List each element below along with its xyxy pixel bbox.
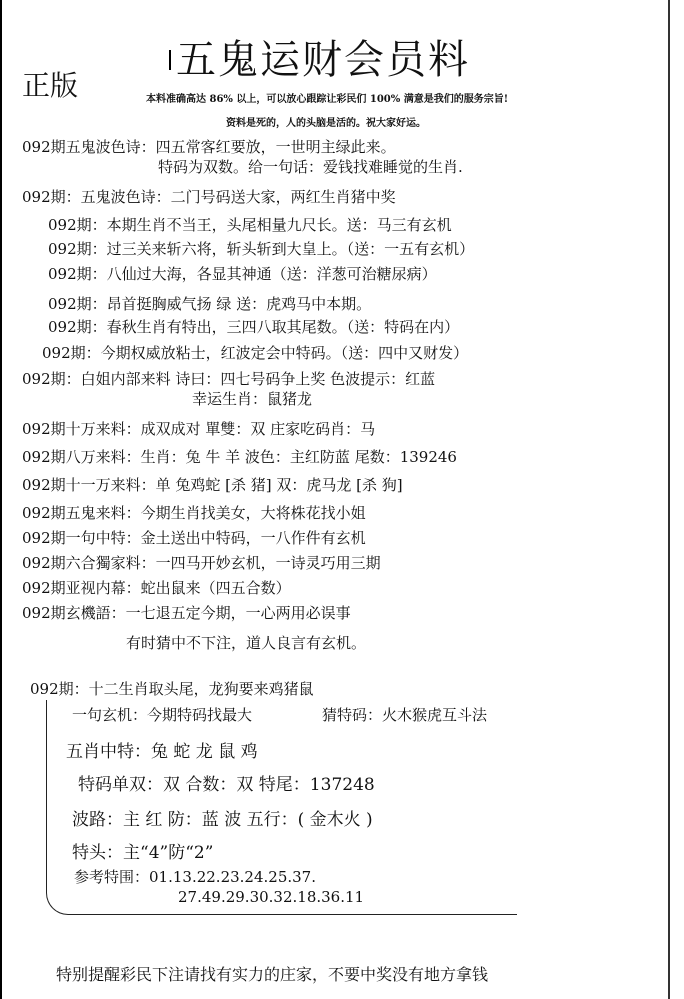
line-one-sentence: 092期一句中特：金土送出中特码，一八作件有玄机 xyxy=(22,529,366,547)
scan-edge-right xyxy=(668,0,670,999)
line-110k: 092期十一万来料：单 兔鸡蛇 [杀 猪] 双：虎马龙 [杀 狗] xyxy=(22,476,403,494)
box-one-clue: 一句玄机：今期特码找最大 xyxy=(72,706,253,724)
box-odd-even: 特码单双：双 合数：双 特尾：137248 xyxy=(78,775,375,795)
line-head-high: 092期：昂首挺胸威气扬 绿 送：虎鸡马中本期。 xyxy=(48,295,372,313)
line-three-passes: 092期：过三关来斩六将，斩头斩到大皇上。（送：一五有玄机） xyxy=(48,240,475,258)
box-five-zodiac: 五肖中特：兔 蛇 龙 鼠 鸡 xyxy=(66,742,258,762)
box-head: 特头：主“4”防“2” xyxy=(72,843,214,863)
line-twelve-zodiac: 092期：十二生肖取头尾，龙狗要来鸡猪鼠 xyxy=(30,680,314,698)
box-reference-range: 参考特围：01.13.22.23.24.25.37. xyxy=(74,868,316,886)
box-wave-elements: 波路：主 红 防：蓝 波 五行：( 金木火 ) xyxy=(72,810,373,830)
line-80k: 092期八万来料：生肖：兔 牛 羊 波色：主红防蓝 尾数：139246 xyxy=(22,448,457,466)
line-atv: 092期亚视内幕：蛇出鼠来（四五合数） xyxy=(22,579,291,597)
line-lucky-zodiac: 幸运生肖：鼠猪龙 xyxy=(192,390,313,408)
footer-warning: 特别提醒彩民下注请找有实力的庄家，不要中奖没有地方拿钱 xyxy=(56,965,489,984)
line-spring-autumn: 092期：春秋生肖有特出，三四八取其尾数。（送：特码在内） xyxy=(48,318,460,336)
line-wugui-color-poem-2: 特码为双数。给一句话：爱钱找难睡觉的生肖. xyxy=(158,158,463,176)
line-wugui-color-poem-b: 092期：五鬼波色诗：二门号码送大家，两红生肖猪中奖 xyxy=(22,188,396,206)
line-authority: 092期：今期权威放粘士，红波定会中特码。（送：四中又财发） xyxy=(42,344,469,362)
authentic-badge: 正版 xyxy=(22,69,79,102)
line-advice: 有时猜中不下注，道人良言有玄机。 xyxy=(126,634,367,652)
tagline-luck: 资料是死的，人的头脑是活的。祝大家好运。 xyxy=(226,118,426,129)
line-100k: 092期十万来料：成双成对 單雙：双 庄家吃码肖：马 xyxy=(22,420,376,438)
title-tick xyxy=(169,50,171,70)
line-zodiac-king: 092期：本期生肖不当王，头尾相量九尺长。送：马三有玄机 xyxy=(48,216,452,234)
tagline-accuracy: 本料准确高达 86% 以上，可以放心跟踪让彩民们 100% 满意是我们的服务宗旨! xyxy=(146,94,509,105)
line-wugui-color-poem: 092期五鬼波色诗：四五常客红要放，一世明主绿此来。 xyxy=(22,138,396,156)
line-wugui-source: 092期五鬼来料：今期生肖找美女，大将株花找小姐 xyxy=(22,504,366,522)
box-reference-range-2: 27.49.29.30.32.18.36.11 xyxy=(178,888,365,906)
line-baijie: 092期：白姐内部来料 诗曰：四七号码争上奖 色波提示：红蓝 xyxy=(22,370,436,388)
line-liuhe: 092期六合獨家料：一四马开妙玄机，一诗灵巧用三期 xyxy=(22,554,381,572)
line-eight-immortals: 092期：八仙过大海，各显其神通（送：洋葱可治糖尿病） xyxy=(48,265,437,283)
line-mystery: 092期玄機語：一七退五定今期，一心两用必误事 xyxy=(22,604,351,622)
box-guess-code: 猜特码：火木猴虎互斗法 xyxy=(322,706,488,724)
page-title: 五鬼运财会员料 xyxy=(176,37,470,83)
scan-edge-left xyxy=(0,0,2,999)
